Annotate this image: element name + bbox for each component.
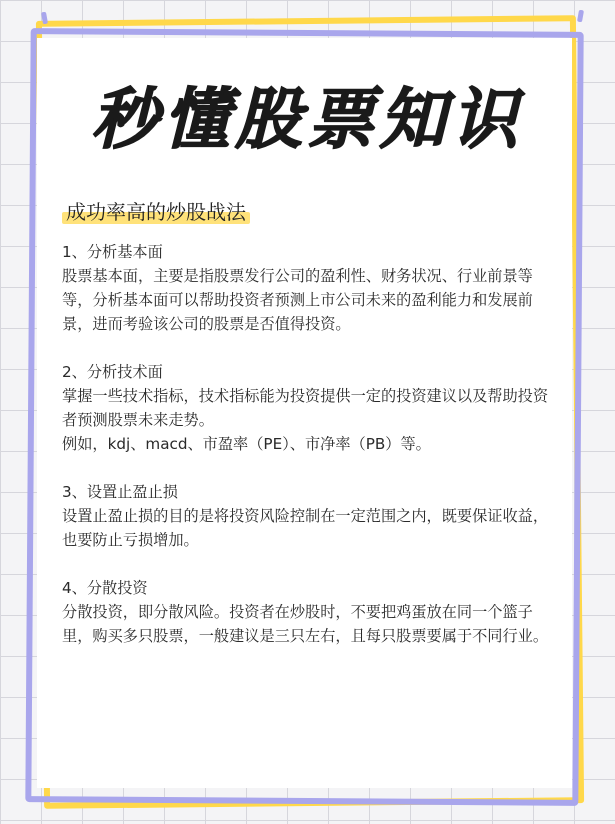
page-title: 秒懂股票知识	[91, 81, 524, 158]
section-heading: 4、分散投资	[62, 579, 148, 597]
section-heading: 2、分析技术面	[62, 363, 163, 381]
corner-tick-top-left	[41, 12, 48, 25]
section-paragraph: 掌握一些技术指标，技术指标能为投资提供一定的投资建议以及帮助投资者预测股票未来走势。	[62, 387, 548, 429]
section-heading: 3、设置止盈止损	[62, 483, 178, 501]
subtitle: 成功率高的炒股战法	[66, 200, 246, 224]
corner-tick-top-right	[577, 10, 584, 23]
section-paragraph: 例如，kdj、macd、市盈率（PE）、市净率（PB）等。	[62, 435, 431, 453]
section-paragraph: 设置止盈止损的目的是将投资风险控制在一定范围之内，既要保证收益，也要防止亏损增加。	[62, 507, 548, 549]
section-diversify	[62, 576, 562, 648]
subtitle-block	[66, 197, 246, 227]
section-technicals	[62, 360, 562, 456]
section-paragraph: 股票基本面，主要是指股票发行公司的盈利性、财务状况、行业前景等等，分析基本面可以帮助投资者预测上市公司未来的盈利能力和发展前景，进而考验该公司的股票是否值得投资。	[62, 267, 533, 333]
article-body	[62, 240, 562, 672]
section-heading: 1、分析基本面	[62, 243, 163, 261]
section-fundamentals	[62, 240, 562, 336]
section-stop-loss	[62, 480, 562, 552]
section-paragraph: 分散投资，即分散风险。投资者在炒股时，不要把鸡蛋放在同一个篮子里，购买多只股票，一般建议是三只左右，且每只股票要属于不同行业。	[62, 603, 548, 645]
